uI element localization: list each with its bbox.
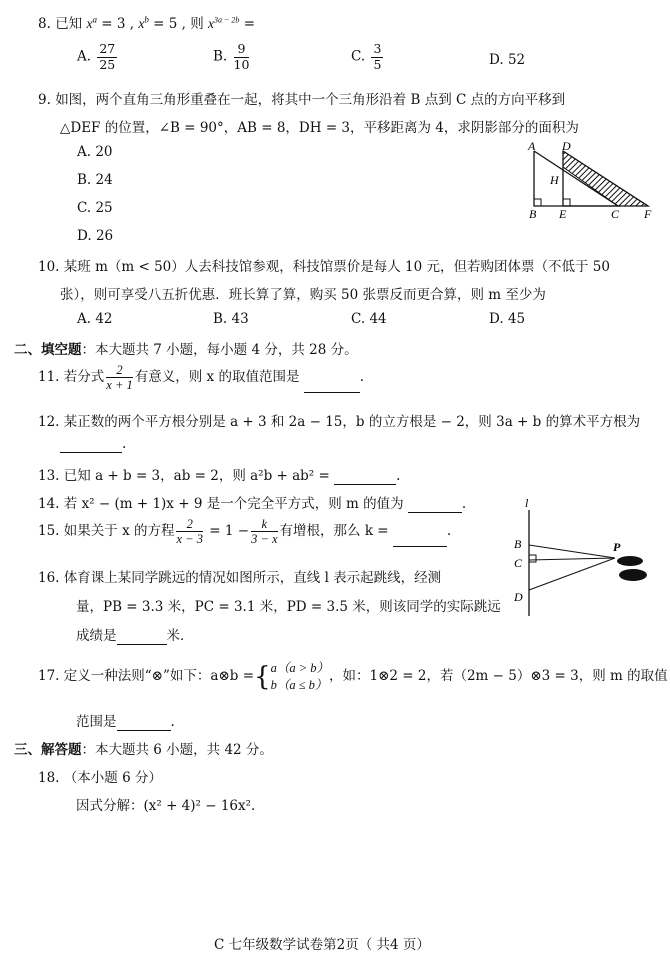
answer-blank[interactable] — [60, 436, 122, 453]
question-text: 范围是 — [76, 714, 117, 730]
question-9-line1 — [38, 88, 565, 108]
option-label: A. — [77, 48, 92, 65]
option-text: 52 — [507, 52, 526, 68]
punctuation: . — [122, 436, 127, 452]
answer-blank[interactable] — [393, 516, 447, 547]
question-text: 米． — [166, 628, 194, 644]
label-b: B — [514, 537, 522, 551]
question-number: 11. — [38, 369, 60, 385]
fraction-numerator: 27 — [99, 41, 116, 56]
math-var: x — [86, 16, 93, 31]
math-sup: b — [144, 14, 149, 25]
label-b: B — [529, 207, 537, 221]
punctuation: . — [359, 369, 365, 385]
question-text: 若分式 — [63, 369, 105, 385]
option-label: B. — [77, 172, 92, 188]
answer-blank[interactable] — [117, 714, 171, 731]
option-label: C. — [351, 311, 366, 327]
question-number: 16. — [38, 570, 60, 586]
question-text: 某班 m（m < 50）人去科技馆参观，科技馆票价是每人 10 元，但若购团体票（不低于 50 — [63, 259, 610, 275]
triangle-figure — [520, 140, 660, 225]
answer-blank[interactable] — [304, 362, 360, 393]
fraction-numerator: 2 — [106, 364, 132, 379]
option-c[interactable] — [351, 43, 385, 71]
segment-pc — [529, 558, 615, 560]
right-angle-mark — [534, 199, 541, 206]
option-text: 43 — [231, 311, 249, 327]
case-1: a（a > b） — [270, 660, 329, 675]
fraction-denominator: x − 3 — [176, 532, 203, 546]
question-points: （本小题 6 分） — [63, 770, 162, 786]
footprint-icon — [619, 569, 647, 581]
option-c[interactable] — [351, 311, 387, 327]
question-number: 15. — [38, 523, 60, 539]
question-number: 17. — [38, 668, 60, 684]
right-angle-mark — [563, 199, 570, 206]
question-text: 体育课上某同学跳远的情况如图所示，直线 l 表示起跳线，经测 — [63, 570, 442, 586]
answer-blank[interactable] — [408, 496, 462, 513]
question-text: 有意义，则 x 的取值范围是 — [134, 369, 300, 385]
question-18-header — [38, 766, 162, 786]
label-d: D — [514, 590, 523, 604]
math-text: = 5 , 则 — [148, 16, 209, 32]
section-title: 二、填空题 — [14, 342, 82, 358]
fraction-denominator: 3 − x — [251, 532, 278, 546]
math-var: x — [208, 16, 215, 31]
punctuation: . — [170, 714, 175, 730]
math-var: x — [138, 16, 145, 31]
section-description: ：本大题共 6 小题，共 42 分。 — [81, 742, 273, 758]
right-angle-mark — [529, 555, 536, 562]
fraction-numerator: 2 — [176, 518, 202, 533]
question-number: 9. — [38, 92, 51, 108]
question-14 — [38, 492, 466, 513]
question-text: 某正数的两个平方根分别是 a + 3 和 2a − 15，b 的立方根是 − 2，则 3a + b 的算术平方根为 — [63, 414, 641, 430]
question-17-line1 — [38, 656, 668, 696]
fraction-denominator: 25 — [99, 56, 116, 72]
label-l: l — [525, 498, 529, 510]
question-12-line1 — [38, 410, 640, 430]
option-c[interactable] — [77, 200, 113, 216]
answer-blank[interactable] — [117, 628, 167, 645]
math-sup: 3a − 2b — [214, 15, 240, 25]
fraction-denominator: 5 — [373, 56, 382, 72]
label-e: E — [559, 207, 567, 221]
case-2: b（a ≤ b） — [270, 677, 328, 692]
question-text: 如果关于 x 的方程 — [63, 523, 175, 539]
answer-blank[interactable] — [334, 468, 396, 485]
label-c: C — [514, 556, 523, 570]
label-c: C — [611, 207, 620, 221]
option-text: 26 — [95, 228, 114, 244]
question-12-line2 — [60, 436, 126, 453]
option-d[interactable] — [489, 311, 525, 327]
option-b[interactable] — [77, 172, 113, 188]
left-brace: { — [254, 661, 271, 692]
question-number: 14. — [38, 496, 60, 512]
page-footer: C 七年级数学试卷第2页（ 共4 页） — [214, 937, 430, 953]
option-label: D. — [77, 228, 92, 244]
question-11 — [38, 362, 364, 393]
fraction-denominator: 10 — [233, 56, 250, 72]
punctuation: . — [396, 468, 401, 484]
footprint-icon — [617, 556, 643, 566]
question-text: ，如：1⊗2 = 2，若（2m − 5）⊗3 = 3，则 m 的取值 — [329, 668, 668, 684]
fraction-denominator: x + 1 — [106, 378, 133, 392]
label-f: F — [644, 207, 652, 221]
question-number: 10. — [38, 259, 60, 275]
option-label: D. — [489, 52, 504, 68]
option-d[interactable] — [77, 228, 113, 244]
question-8-stem — [38, 12, 255, 32]
option-label: B. — [213, 311, 228, 327]
segment-pb — [529, 545, 615, 558]
label-d: D — [562, 140, 571, 153]
option-a[interactable] — [77, 43, 119, 71]
question-number: 8. — [38, 16, 51, 32]
option-a[interactable] — [77, 311, 113, 327]
math-text: = — [239, 16, 256, 32]
option-text: 20 — [95, 144, 113, 160]
option-a[interactable] — [77, 144, 113, 160]
math-text: = 3 , — [96, 16, 135, 32]
question-18-task: 因式分解：(x² + 4)² − 16x². — [76, 798, 256, 814]
fraction-numerator: 3 — [373, 41, 382, 56]
long-jump-figure — [505, 498, 655, 618]
question-10-line2: 张），则可享受八五折优惠．班长算了算，购买 50 张票反而更合算，则 m 至少为 — [60, 287, 546, 303]
question-number: 18. — [38, 770, 60, 786]
question-text: 若 x² − (m + 1)x + 9 是一个完全平方式，则 m 的值为 — [63, 496, 404, 512]
question-9-line2: △DEF 的位置，∠B = 90°，AB = 8，DH = 3，平移距离为 4，求阴影部分的面积为 — [60, 120, 579, 136]
fraction-numerator: k — [251, 518, 277, 533]
question-text: 定义一种法则“⊗”如下：a⊗b = — [63, 668, 255, 684]
question-16-line1 — [38, 566, 441, 586]
option-label: D. — [489, 311, 504, 327]
option-b[interactable] — [213, 43, 251, 71]
question-number: 13. — [38, 468, 60, 484]
question-13 — [38, 464, 400, 485]
option-text: 24 — [95, 172, 113, 188]
section-2-header — [14, 338, 358, 358]
question-text: 已知 a + b = 3，ab = 2，则 a²b + ab² = — [63, 468, 330, 484]
option-label: C. — [77, 200, 92, 216]
label-p: P — [613, 540, 621, 554]
label-h: H — [550, 173, 559, 187]
question-16-line3 — [76, 624, 194, 645]
option-text: 44 — [369, 311, 387, 327]
option-label: B. — [213, 48, 228, 65]
punctuation: . — [446, 523, 452, 539]
punctuation: . — [461, 496, 467, 512]
option-label: A. — [77, 144, 92, 160]
math-text: = 1 − — [204, 523, 250, 539]
section-description: ：本大题共 7 小题，每小题 4 分，共 28 分。 — [81, 342, 358, 358]
math-sup: a — [92, 14, 97, 25]
question-17-line2 — [76, 710, 175, 731]
label-a: A — [528, 140, 536, 153]
option-label: C. — [351, 48, 366, 65]
option-d[interactable] — [489, 52, 525, 68]
option-text: 45 — [507, 311, 526, 327]
option-text: 25 — [95, 200, 113, 216]
question-15 — [38, 516, 451, 547]
segment-pd — [529, 558, 615, 590]
option-label: A. — [77, 311, 92, 327]
option-text: 42 — [95, 311, 113, 327]
fraction-numerator: 9 — [234, 43, 250, 58]
option-b[interactable] — [213, 311, 249, 327]
question-text: 成绩是 — [76, 628, 117, 644]
question-16-line2: 量，PB = 3.3 米，PC = 3.1 米，PD = 3.5 米，则该同学的实际跳远 — [76, 599, 501, 615]
question-text: 有增根，那么 k = — [279, 523, 389, 539]
question-text: 如图，两个直角三角形重叠在一起，将其中一个三角形沿着 B 点到 C 点的方向平移到 — [55, 92, 566, 108]
question-number: 12. — [38, 414, 60, 430]
section-title: 三、解答题 — [14, 742, 82, 758]
section-3-header — [14, 738, 273, 758]
question-text: 已知 — [55, 16, 83, 32]
question-10-line1 — [38, 255, 610, 275]
